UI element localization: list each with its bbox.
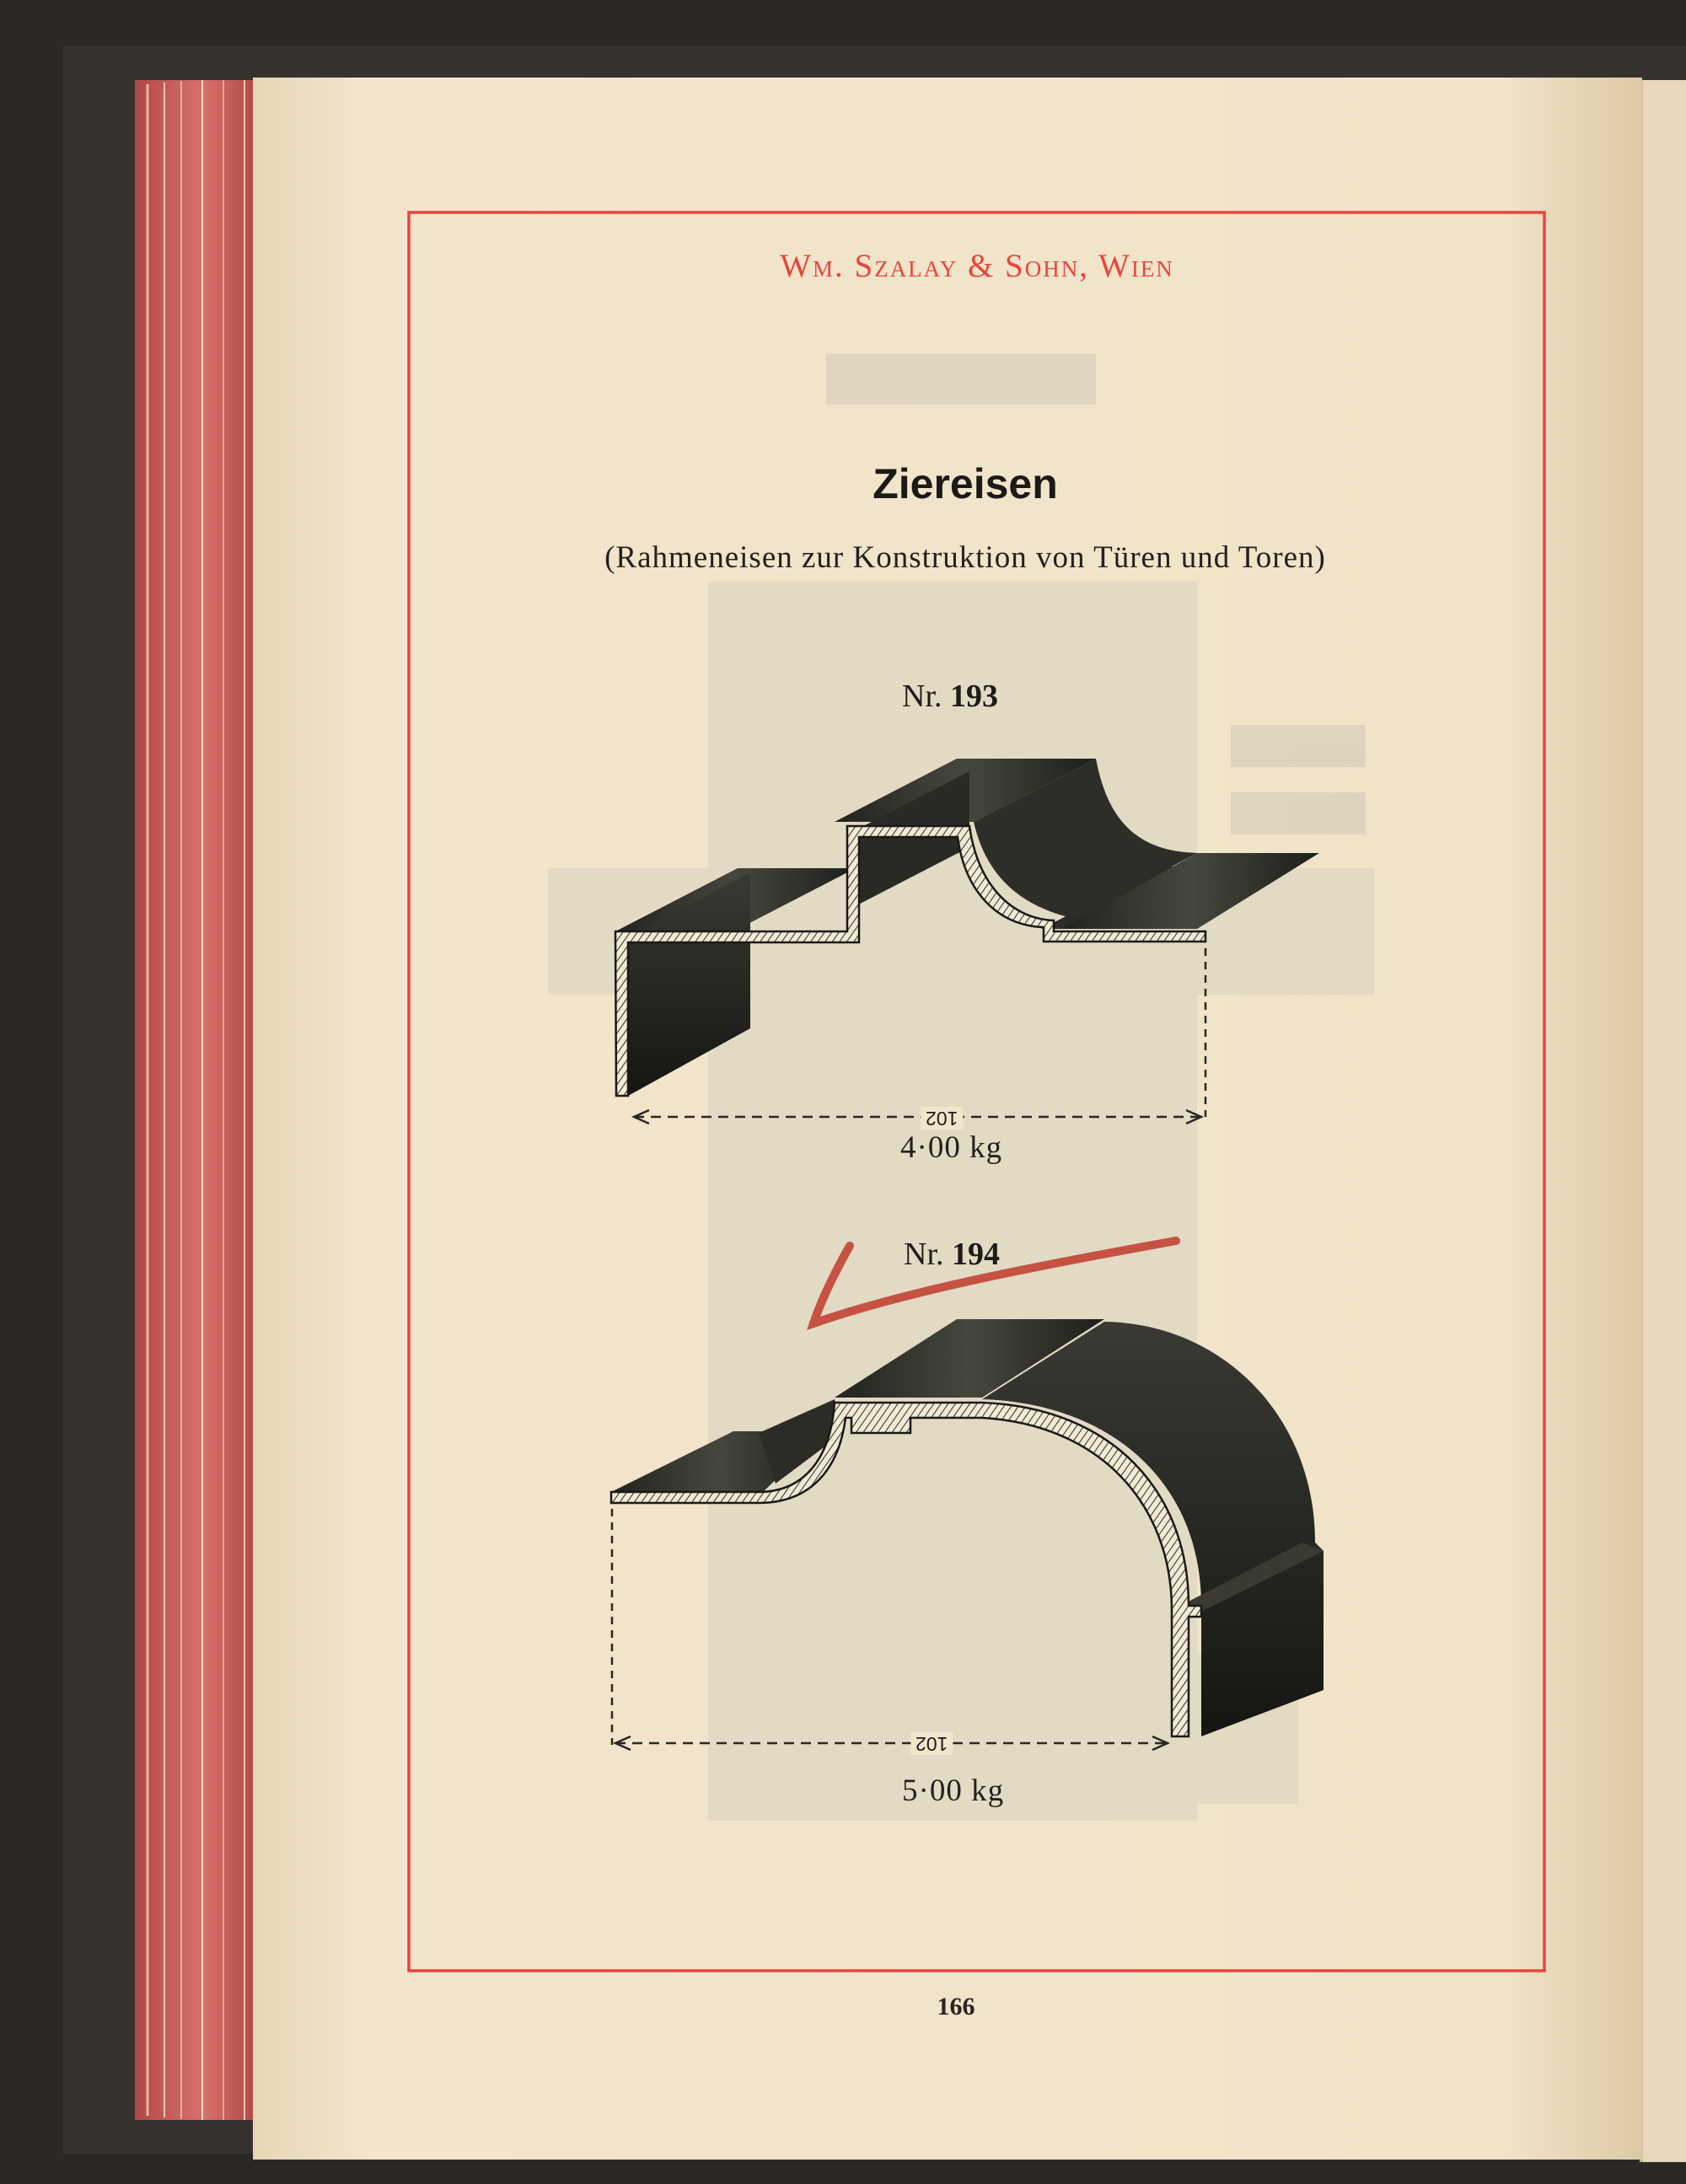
page-title: Ziereisen [873, 460, 1058, 507]
item-193-prefix: Nr. [902, 679, 942, 714]
item-194-label [904, 1236, 1000, 1273]
item-193-number: 193 [950, 679, 998, 714]
item-194-number: 194 [952, 1237, 1000, 1272]
facing-page-edge [1640, 80, 1686, 2162]
item-194-dimension: 102 [910, 1732, 953, 1755]
publisher-header: Wm. Szalay & Sohn, Wien [780, 248, 1174, 284]
page-edges [135, 80, 270, 2120]
item-193-weight: 4·00 kg [900, 1130, 1003, 1165]
item-194-weight: 5·00 kg [902, 1773, 1005, 1808]
item-193-label [902, 678, 998, 715]
page-subtitle: (Rahmeneisen zur Konstruktion von Türen und Toren) [604, 540, 1326, 575]
item-193-dimension: 102 [921, 1107, 963, 1130]
page-number: 166 [937, 1993, 975, 2020]
item-194-prefix: Nr. [904, 1237, 944, 1272]
